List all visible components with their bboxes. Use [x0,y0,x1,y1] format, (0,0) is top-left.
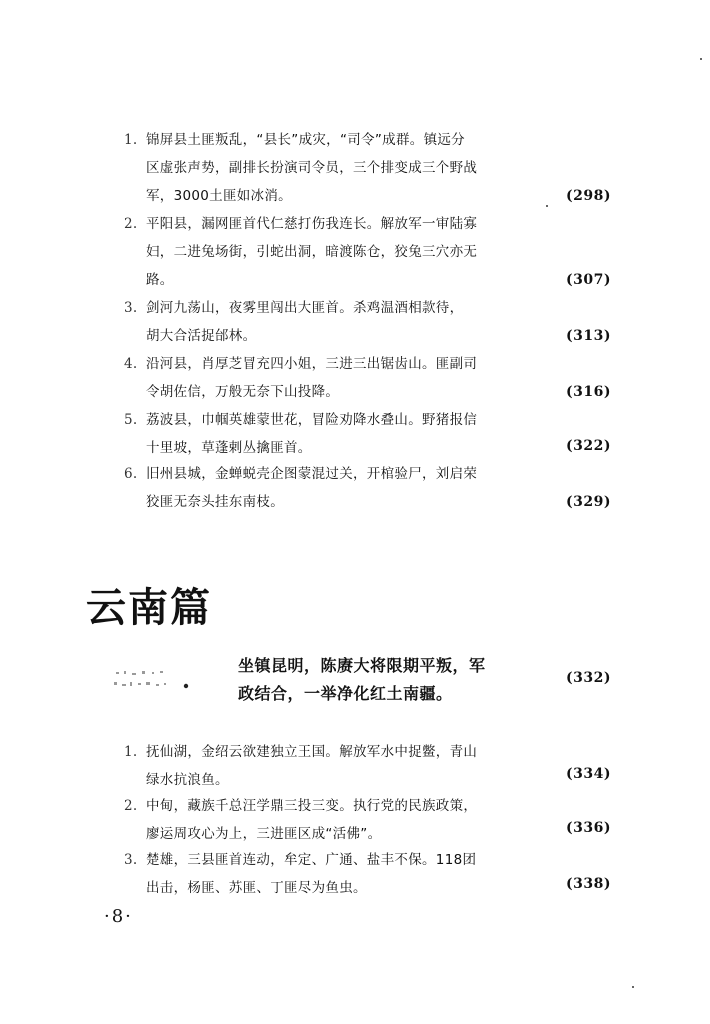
chapter-page-number: (332) [566,670,611,686]
entry-page-number: (338) [566,876,611,892]
entry-text: 路。 [146,272,174,288]
entry-number: 5. [124,412,138,428]
entry-text: 令胡佐信，万般无奈下山投降。 [146,384,340,400]
entry-page-number: (298) [566,188,611,204]
entry-page-number: (322) [566,438,611,454]
entry-text: 区虚张声势，副排长扮演司令员，三个排变成三个野战 [146,160,478,176]
entry-number: 6. [124,466,138,482]
ornament-icon [112,668,194,700]
entry-text: 廖运周攻心为上，三进匪区成“活佛”。 [146,826,382,842]
scan-speck [700,58,702,60]
entry-text: 出击，杨匪、苏匪、丁匪尽为鱼虫。 [146,880,367,896]
entry-text: 中甸，藏族千总汪学鼎三投三变。执行党的民族政策， [146,798,478,814]
entry-text: 平阳县，漏网匪首代仁慈打伤我连长。解放军一审陆寡 [146,216,478,232]
entry-text: 狡匪无奈头挂东南枝。 [146,494,284,510]
entry-text: 胡大合活捉邰林。 [146,328,257,344]
scan-speck [632,986,634,988]
entry-text: 军，3000土匪如冰消。 [146,188,292,204]
entry-text: 抚仙湖，金绍云欲建独立王国。解放军水中捉鳖，青山 [146,744,478,760]
entry-text: 荔波县，巾帼英雄蒙世花，冒险劝降水叠山。野猪报信 [146,412,478,428]
entry-number: 2. [124,798,138,814]
entry-page-number: (313) [566,328,611,344]
entry-text: 十里坡，草蓬剌丛擒匪首。 [146,440,312,456]
entry-text: 锦屏县土匪叛乱，“县长”成灾，“司令”成群。镇远分 [146,132,465,148]
footer-page-number: ·8· [104,906,133,927]
entry-number: 4. [124,356,138,372]
entry-number: 3. [124,300,138,316]
entry-page-number: (336) [566,820,611,836]
scan-speck [546,205,548,207]
decorative-ornament [112,668,194,700]
entry-number: 2. [124,216,138,232]
entry-text: 沿河县，肖厚芝冒充四小姐，三进三出锯齿山。匪副司 [146,356,478,372]
entry-number: 3. [124,852,138,868]
entry-number: 1. [124,744,138,760]
entry-text: 绿水抗浪鱼。 [146,772,229,788]
chapter-heading-line: 政结合，一举净化红土南疆。 [238,684,453,703]
chapter-heading-line: 坐镇昆明，陈赓大将限期平叛，军 [238,656,486,675]
entry-text: 旧州县城，金蝉蜕壳企图蒙混过关，开棺验尸，刘启荣 [146,466,478,482]
entry-number: 1. [124,132,138,148]
entry-page-number: (316) [566,384,611,400]
entry-page-number: (307) [566,272,611,288]
section-title: 云南篇 [86,585,212,631]
entry-text: 妇，二进兔场街，引蛇出洞，暗渡陈仓，狡兔三穴亦无 [146,244,478,260]
entry-text: 楚雄，三县匪首连动，牟定、广通、盐丰不保。118团 [146,852,477,868]
entry-text: 剑河九荡山，夜雾里闯出大匪首。杀鸡温酒相款待， [146,300,464,316]
entry-page-number: (334) [566,766,611,782]
entry-page-number: (329) [566,494,611,510]
